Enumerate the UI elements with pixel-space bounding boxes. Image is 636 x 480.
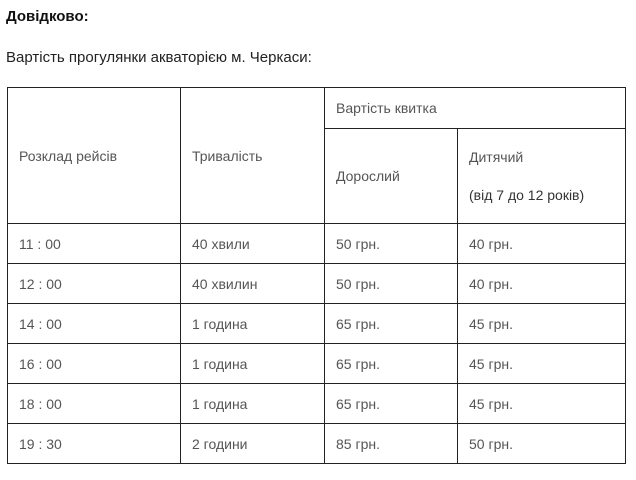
table-row xyxy=(8,384,626,424)
cell-time: 16 : 00 xyxy=(8,344,181,384)
cell-time: 18 : 00 xyxy=(8,384,181,424)
table-row xyxy=(8,344,626,384)
header-ticket-price: Вартість квитка xyxy=(325,88,626,129)
header-duration: Тривалість xyxy=(181,88,325,224)
header-schedule: Розклад рейсів xyxy=(8,88,181,224)
cell-duration: 1 година xyxy=(181,304,325,344)
cell-time: 19 : 30 xyxy=(8,424,181,464)
cell-time: 11 : 00 xyxy=(8,224,181,264)
cell-child-price: 45 грн. xyxy=(458,384,626,424)
table-row xyxy=(8,304,626,344)
table-row xyxy=(8,264,626,304)
cell-adult-price: 65 грн. xyxy=(325,384,458,424)
table-row xyxy=(8,424,626,464)
price-table xyxy=(7,87,626,464)
cell-time: 12 : 00 xyxy=(8,264,181,304)
section-heading: Довідково: xyxy=(6,8,89,25)
cell-child-price: 45 грн. xyxy=(458,304,626,344)
header-child-age: (від 7 до 12 років) xyxy=(469,187,585,203)
cell-adult-price: 85 грн. xyxy=(325,424,458,464)
cell-adult-price: 65 грн. xyxy=(325,344,458,384)
table-header-row xyxy=(8,88,626,129)
cell-duration: 40 хвили xyxy=(181,224,325,264)
header-child xyxy=(458,129,626,224)
cell-child-price: 45 грн. xyxy=(458,344,626,384)
header-child-label: Дитячий xyxy=(469,149,524,165)
intro-text: Вартість прогулянки акваторією м. Черкаси: xyxy=(6,49,312,66)
cell-adult-price: 50 грн. xyxy=(325,224,458,264)
cell-duration: 1 година xyxy=(181,344,325,384)
cell-adult-price: 50 грн. xyxy=(325,264,458,304)
table-row xyxy=(8,224,626,264)
cell-duration: 1 година xyxy=(181,384,325,424)
cell-adult-price: 65 грн. xyxy=(325,304,458,344)
cell-child-price: 40 грн. xyxy=(458,264,626,304)
cell-child-price: 40 грн. xyxy=(458,224,626,264)
cell-time: 14 : 00 xyxy=(8,304,181,344)
cell-duration: 2 години xyxy=(181,424,325,464)
header-adult: Дорослий xyxy=(325,129,458,224)
cell-child-price: 50 грн. xyxy=(458,424,626,464)
cell-duration: 40 хвилин xyxy=(181,264,325,304)
price-table-body xyxy=(8,88,626,464)
